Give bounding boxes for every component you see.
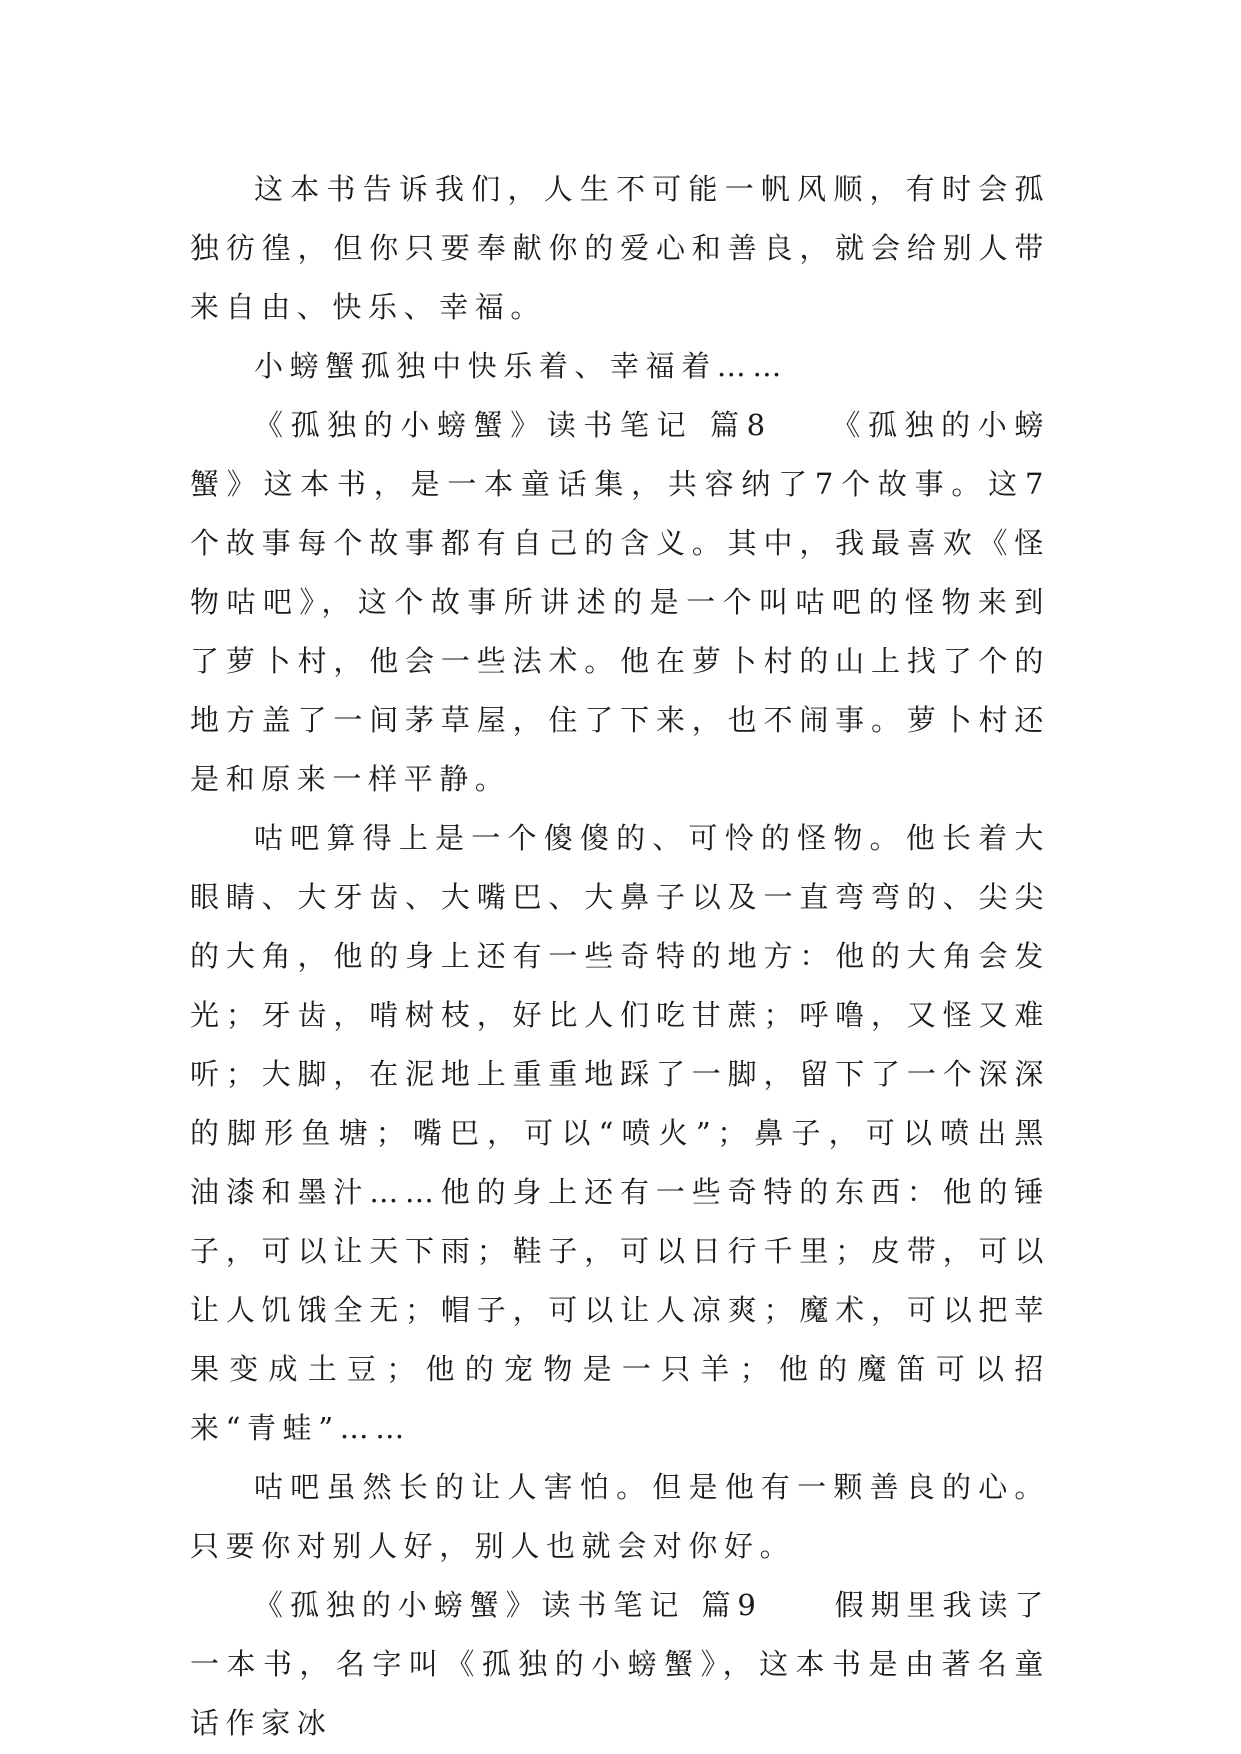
- paragraph-4: 咕吧算得上是一个傻傻的、可怜的怪物。他长着大眼睛、大牙齿、大嘴巴、大鼻子以及一直弯弯的、尖尖的大角，他的身上还有一些奇特的地方：他的大角会发光；牙齿，啃树枝，好比人们吃甘蔗；呼噜，又怪又难听；大脚，在泥地上重重地踩了一脚，留下了一个深深的脚形鱼塘；嘴巴，可以“喷火”；鼻子，可以喷出黑油漆和墨汁……他的身上还有一些奇特的东西：他的锤子，可以让天下雨；鞋子，可以日行千里；皮带，可以让人饥饿全无；帽子，可以让人凉爽；魔术，可以把苹果变成土豆；他的宠物是一只羊；他的魔笛可以招来“青蛙”……: [190, 821, 1050, 1445]
- paragraph-5: 咕吧虽然长的让人害怕。但是他有一颗善良的心。只要你对别人好，别人也就会对你好。: [190, 1470, 1050, 1563]
- paragraph-3: 《孤独的小螃蟹》读书笔记 篇8 《孤独的小螃蟹》这本书，是一本童话集，共容纳了7个故事。这7个故事每个故事都有自己的含义。其中，我最喜欢《怪物咕吧》，这个故事所讲述的是一个叫咕吧的怪物来到了萝卜村，他会一些法术。他在萝卜村的山上找了个的地方盖了一间茅草屋，住了下来，也不闹事。萝卜村还是和原来一样平静。: [190, 408, 1050, 796]
- paragraph-1: 这本书告诉我们，人生不可能一帆风顺，有时会孤独彷徨，但你只要奉献你的爱心和善良，就会给别人带来自由、快乐、幸福。: [190, 172, 1050, 324]
- paragraph-2: 小螃蟹孤独中快乐着、幸福着……: [254, 349, 789, 383]
- document-body: [190, 160, 1050, 1753]
- paragraph-6: 《孤独的小螃蟹》读书笔记 篇9 假期里我读了一本书，名字叫《孤独的小螃蟹》，这本书是由著名童话作家冰: [190, 1588, 1050, 1740]
